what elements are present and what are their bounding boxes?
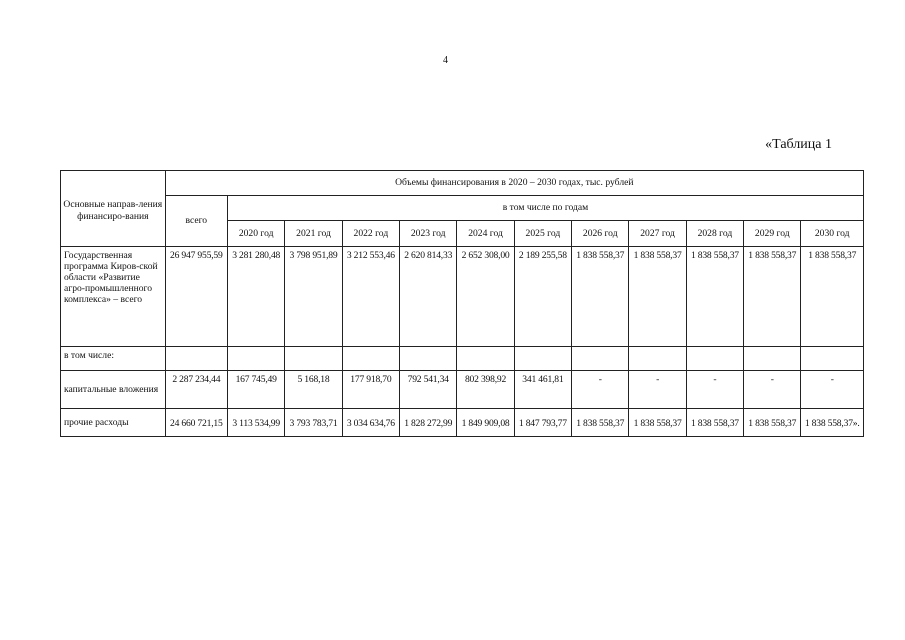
table-row <box>61 371 864 409</box>
year-value <box>285 347 342 371</box>
year-value: 1 847 793,77 <box>514 409 571 437</box>
financing-table <box>60 170 864 437</box>
year-value: - <box>744 371 801 409</box>
header-year: 2024 год <box>457 221 514 247</box>
year-value: - <box>686 371 743 409</box>
year-value: 3 113 534,99 <box>228 409 285 437</box>
table-row <box>61 347 864 371</box>
year-value: 1 838 558,37 <box>744 247 801 347</box>
year-value: 1 838 558,37 <box>629 409 686 437</box>
year-value: - <box>629 371 686 409</box>
header-direction: Основные направ-ления финансиро-вания <box>61 171 166 247</box>
year-value <box>801 347 864 371</box>
page-number: 4 <box>443 55 448 66</box>
year-value: 1 838 558,37 <box>744 409 801 437</box>
year-value <box>400 347 457 371</box>
year-value <box>342 347 399 371</box>
year-value: 1 838 558,37 <box>572 409 629 437</box>
header-year: 2029 год <box>744 221 801 247</box>
year-value: 5 168,18 <box>285 371 342 409</box>
year-value <box>744 347 801 371</box>
header-by-years: в том числе по годам <box>228 196 864 221</box>
year-value: 2 189 255,58 <box>514 247 571 347</box>
year-value: 1 838 558,37 <box>629 247 686 347</box>
row-label: прочие расходы <box>61 409 166 437</box>
row-label: Государственная программа Киров-ской области «Развитие агро-промышленного комплекса» – всего <box>61 247 166 347</box>
table-row <box>61 247 864 347</box>
year-value: 802 398,92 <box>457 371 514 409</box>
header-year: 2023 год <box>400 221 457 247</box>
year-value: 3 793 783,71 <box>285 409 342 437</box>
year-value: 3 212 553,46 <box>342 247 399 347</box>
row-total <box>165 347 227 371</box>
row-total: 26 947 955,59 <box>165 247 227 347</box>
header-year: 2021 год <box>285 221 342 247</box>
year-value: - <box>801 371 864 409</box>
header-year: 2026 год <box>572 221 629 247</box>
year-value: 1 838 558,37 <box>686 409 743 437</box>
header-year: 2028 год <box>686 221 743 247</box>
year-value: 1 838 558,37 <box>572 247 629 347</box>
year-value <box>629 347 686 371</box>
year-value: 3 281 280,48 <box>228 247 285 347</box>
year-value <box>514 347 571 371</box>
year-value: 792 541,34 <box>400 371 457 409</box>
row-total: 2 287 234,44 <box>165 371 227 409</box>
year-value: 1 828 272,99 <box>400 409 457 437</box>
year-value: 3 798 951,89 <box>285 247 342 347</box>
header-funding-title: Объемы финансирования в 2020 – 2030 годах, тыс. рублей <box>165 171 863 196</box>
year-value: 1 838 558,37». <box>801 409 864 437</box>
header-year: 2027 год <box>629 221 686 247</box>
year-value: 341 461,81 <box>514 371 571 409</box>
header-year: 2030 год <box>801 221 864 247</box>
row-total: 24 660 721,15 <box>165 409 227 437</box>
row-label: капитальные вложения <box>61 371 166 409</box>
year-value: 177 918,70 <box>342 371 399 409</box>
year-value: 2 652 308,00 <box>457 247 514 347</box>
header-total: всего <box>165 196 227 247</box>
year-value <box>457 347 514 371</box>
year-value: 1 838 558,37 <box>801 247 864 347</box>
table-row <box>61 409 864 437</box>
year-value: - <box>572 371 629 409</box>
year-value: 1 838 558,37 <box>686 247 743 347</box>
year-value <box>686 347 743 371</box>
table-title: «Таблица 1 <box>765 137 832 152</box>
year-value: 167 745,49 <box>228 371 285 409</box>
row-label: в том числе: <box>61 347 166 371</box>
header-year: 2022 год <box>342 221 399 247</box>
header-year: 2020 год <box>228 221 285 247</box>
year-value: 3 034 634,76 <box>342 409 399 437</box>
year-value: 1 849 909,08 <box>457 409 514 437</box>
year-value <box>228 347 285 371</box>
header-year: 2025 год <box>514 221 571 247</box>
year-value: 2 620 814,33 <box>400 247 457 347</box>
year-value <box>572 347 629 371</box>
